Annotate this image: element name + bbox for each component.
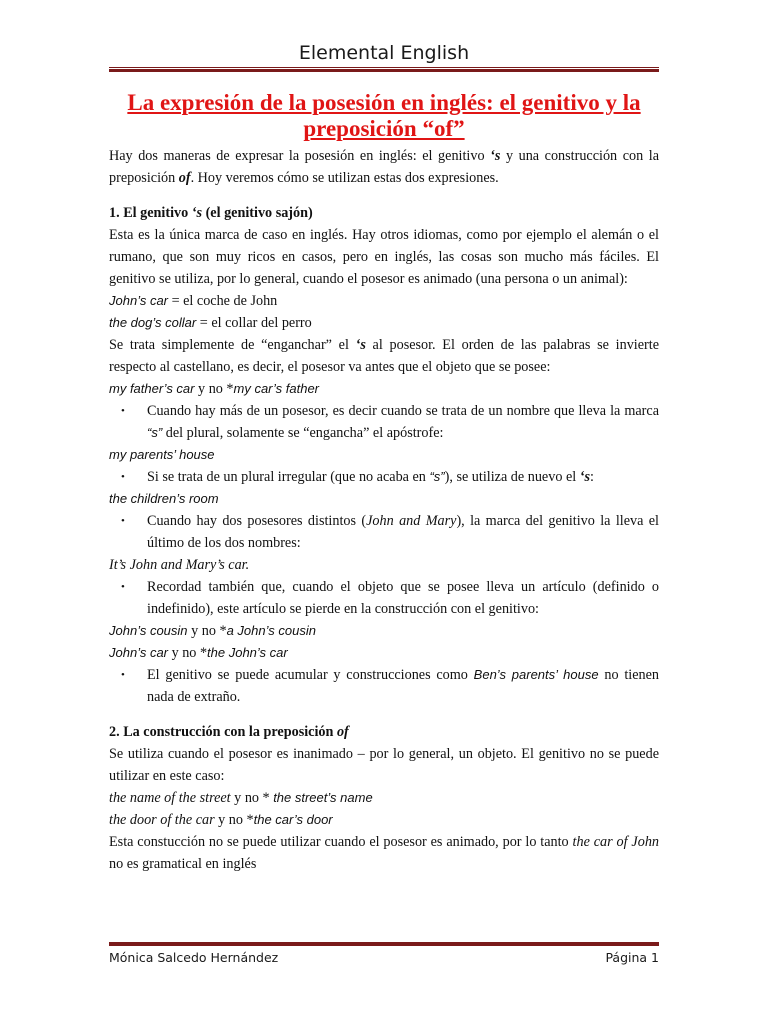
para-text: no es gramatical en inglés bbox=[109, 856, 257, 872]
example-incorrect: a John’s cousin bbox=[226, 623, 316, 638]
bullet-emphasis: John and Mary bbox=[366, 513, 457, 529]
example-english: John’s car bbox=[109, 293, 169, 308]
bullet-text: Cuando hay dos posesores distintos ( bbox=[147, 513, 367, 529]
example-english: the dog’s collar bbox=[109, 315, 197, 330]
bullet-item bbox=[109, 400, 659, 444]
para-text: al posesor. El orden de las palabras se invierte respecto al castellano, es decir, el posesor va antes que el objeto que se posee: bbox=[109, 337, 659, 375]
example-line bbox=[109, 378, 659, 400]
example-english: the door of the car bbox=[109, 812, 215, 828]
heading-of: of bbox=[336, 724, 349, 740]
example-english: John’s cousin bbox=[109, 623, 188, 638]
bullet-text: del plural, solamente se “engancha” el apóstrofe: bbox=[162, 425, 444, 441]
bullet-emphasis: Ben’s parents’ house bbox=[473, 667, 599, 682]
bullet-icon: • bbox=[121, 405, 125, 417]
bullet-text: ), la marca del genitivo la lleva el último de los dos nombres: bbox=[147, 513, 660, 551]
title-line-1: La expresión de la posesión en inglés: el genitivo y la bbox=[127, 90, 641, 115]
example-incorrect: the car’s door bbox=[253, 812, 333, 827]
bullet-icon: • bbox=[121, 515, 125, 527]
example-line: my parents’ house bbox=[109, 447, 215, 462]
bullet-text: no tienen nada de extraño. bbox=[147, 667, 659, 705]
example-line bbox=[109, 787, 659, 809]
bullet-emphasis: “s” bbox=[429, 469, 445, 484]
bullet-icon: • bbox=[121, 471, 125, 483]
intro-text: . Hoy veremos cómo se utilizan estas dos expresiones. bbox=[190, 170, 499, 186]
section-2-heading bbox=[109, 721, 659, 743]
example-line bbox=[109, 809, 659, 831]
section-2-paragraph-2 bbox=[109, 831, 659, 875]
intro-genitive: ‘s bbox=[490, 148, 501, 164]
document-title bbox=[109, 90, 659, 142]
bullet-text: : bbox=[590, 469, 594, 485]
bullet-genitive: ‘s bbox=[579, 469, 591, 485]
example-english: my father’s car bbox=[109, 381, 195, 396]
example-line: the children’s room bbox=[109, 491, 219, 506]
page-header-title: Elemental English bbox=[298, 42, 470, 64]
example-english: John’s car bbox=[109, 645, 169, 660]
example-incorrect: the street’s name bbox=[273, 790, 373, 805]
example-connector: y no * bbox=[230, 790, 274, 806]
section-2-paragraph-1: Se utiliza cuando el posesor es inanimado – por lo general, un objeto. El genitivo no se puede utilizar en este caso: bbox=[109, 746, 659, 784]
para-genitive: ‘s bbox=[355, 337, 366, 353]
footer-author: Mónica Salcedo Hernández bbox=[109, 950, 279, 965]
example-english: the name of the street bbox=[109, 790, 231, 806]
para-text: Se trata simplemente de “enganchar” el bbox=[109, 337, 356, 353]
example-connector: y no * bbox=[194, 381, 234, 397]
heading-text: (el genitivo sajón) bbox=[202, 205, 313, 221]
example-line bbox=[109, 290, 659, 312]
bullet-text: El genitivo se puede acumular y construcciones como bbox=[147, 667, 474, 683]
intro-of: of bbox=[178, 170, 191, 186]
header-rule bbox=[109, 67, 659, 72]
example-translation: = el coche de John bbox=[168, 293, 278, 309]
intro-text: Hay dos maneras de expresar la posesión en inglés: el genitivo bbox=[109, 148, 491, 164]
example-line: It’s John and Mary’s car. bbox=[109, 557, 250, 573]
bullet-text: Si se trata de un plural irregular (que no acaba en bbox=[147, 469, 430, 485]
intro-text: y una construcción con la preposición bbox=[109, 148, 659, 186]
example-incorrect: the John’s car bbox=[207, 645, 288, 660]
example-line bbox=[109, 642, 659, 664]
bullet-text: ), se utiliza de nuevo el bbox=[444, 469, 580, 485]
para-example: the car of John bbox=[572, 834, 660, 850]
bullet-icon: • bbox=[121, 581, 125, 593]
section-1-paragraph-2 bbox=[109, 334, 659, 378]
example-connector: y no * bbox=[187, 623, 227, 639]
section-1-paragraph-1: Esta es la única marca de caso en inglés. Hay otros idiomas, como por ejemplo el alemán o el rumano, que son muy ricos en casos, pero en inglés, las cosas son mucho más fáciles. El genitivo se utiliza, por lo general, cuando el posesor es animado (una persona o un animal): bbox=[109, 227, 659, 287]
example-line bbox=[109, 312, 659, 334]
bullet-item bbox=[109, 510, 659, 554]
example-connector: y no * bbox=[214, 812, 254, 828]
example-connector: y no * bbox=[168, 645, 208, 661]
bullet-item bbox=[109, 664, 659, 708]
bullet-text: Cuando hay más de un posesor, es decir cuando se trata de un nombre que lleva la marca bbox=[147, 403, 659, 419]
footer-rule bbox=[109, 941, 659, 946]
bullet-item bbox=[109, 576, 659, 620]
title-line-2: preposición “of” bbox=[303, 116, 465, 141]
example-incorrect: my car’s father bbox=[233, 381, 320, 396]
footer-page-number: Página 1 bbox=[605, 950, 659, 965]
para-text: Esta constucción no se puede utilizar cuando el posesor es animado, por lo tanto bbox=[109, 834, 573, 850]
heading-genitive: ‘s bbox=[191, 205, 203, 221]
bullet-text: Recordad también que, cuando el objeto que se posee lleva un artículo (definido o indefinido), este artículo se pierde en la construcción con el genitivo: bbox=[147, 579, 659, 617]
section-1-heading bbox=[109, 202, 659, 224]
bullet-icon: • bbox=[121, 669, 125, 681]
example-line bbox=[109, 620, 659, 642]
bullet-emphasis: “s” bbox=[147, 425, 163, 440]
intro-paragraph bbox=[109, 145, 659, 189]
heading-text: 1. El genitivo bbox=[109, 205, 192, 221]
document-body bbox=[109, 145, 659, 875]
bullet-item bbox=[109, 466, 659, 488]
example-translation: = el collar del perro bbox=[196, 315, 312, 331]
heading-text: 2. La construcción con la preposición bbox=[109, 724, 337, 740]
